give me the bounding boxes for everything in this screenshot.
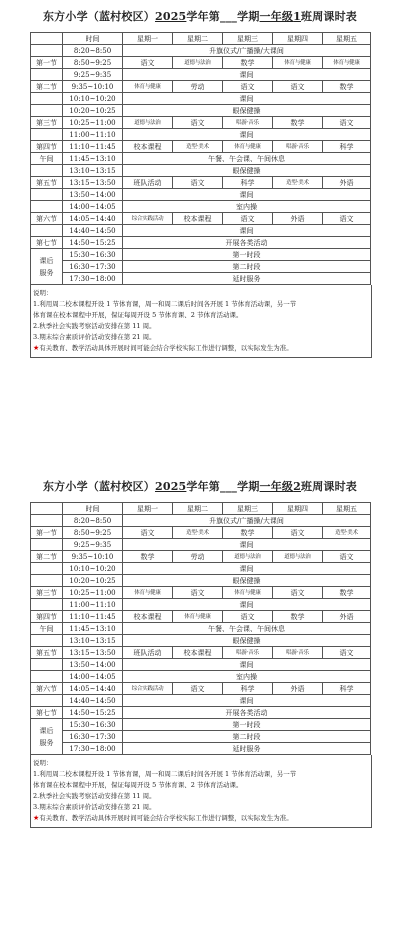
- header-cell: 星期一: [123, 33, 173, 45]
- period-cell: 第七节: [31, 707, 63, 719]
- time-cell: 8:50~9:25: [63, 527, 123, 539]
- subject-cell: 外语: [323, 611, 371, 623]
- after-school-label-line: 服务: [39, 738, 54, 747]
- table-row: [31, 671, 371, 683]
- time-cell: 10:10~10:20: [63, 563, 123, 575]
- time-cell: 13:10~13:15: [63, 165, 123, 177]
- title-prefix: 东方小学（蓝村校区）: [42, 10, 155, 23]
- header-row: [31, 503, 371, 515]
- table-row: [31, 683, 371, 695]
- note-line: [33, 310, 371, 321]
- table-row: [31, 611, 371, 623]
- table-row: [31, 707, 371, 719]
- table-row: [31, 117, 371, 129]
- table-row: [31, 515, 371, 527]
- title-class: 2: [293, 480, 301, 493]
- span-activity-cell: 课间: [123, 563, 371, 575]
- after-school-label-line: 服务: [39, 268, 54, 277]
- table-row: [31, 563, 371, 575]
- subject-cell: 语文: [323, 117, 371, 129]
- table-row: [31, 261, 371, 273]
- table-row: [31, 237, 371, 249]
- subject-cell: 语文: [323, 647, 371, 659]
- table-row: [31, 731, 371, 743]
- subject-cell: 语文: [273, 81, 323, 93]
- subject-cell: 校本课程: [173, 647, 223, 659]
- span-activity-cell: 课间: [123, 659, 371, 671]
- note-text: 1.利用周二校本课程开设 1 节体育课，周一和周二课后时间各开展 1 节体育活动课，另一节: [33, 770, 297, 778]
- span-activity-cell: 课间: [123, 93, 371, 105]
- subject-cell: 语文: [173, 117, 223, 129]
- table-row: [31, 129, 371, 141]
- table-row: [31, 635, 371, 647]
- note-text: 体育课在校本课程中开展，保证每周开设 5 节体育课、2 节体育活动课。: [33, 781, 243, 789]
- period-cell: [31, 69, 63, 81]
- time-cell: 14:40~14:50: [63, 695, 123, 707]
- header-cell: 星期三: [223, 33, 273, 45]
- subject-cell: 数学: [323, 587, 371, 599]
- note-line: [33, 299, 371, 310]
- note-text: 有关教育、教学活动具体开展时间可能会结合学校实际工作进行调整，以实际发生为准。: [39, 344, 293, 352]
- subject-cell: 语文: [273, 587, 323, 599]
- table-row: [31, 539, 371, 551]
- subject-cell: 数学: [223, 527, 273, 539]
- note-line: [33, 813, 371, 824]
- subject-cell: 唱游·音乐: [273, 647, 323, 659]
- span-activity-cell: 升旗仪式/广播操/大课间: [123, 45, 371, 57]
- subject-cell: 体育与健康: [123, 81, 173, 93]
- time-cell: 8:50~9:25: [63, 57, 123, 69]
- subject-cell: 道德与法治: [273, 551, 323, 563]
- period-cell: 第二节: [31, 551, 63, 563]
- table-row: [31, 599, 371, 611]
- time-cell: 11:45~13:10: [63, 153, 123, 165]
- timetable-sheet-class-1: [30, 2, 370, 358]
- table-row: [31, 81, 371, 93]
- note-text: 2.秋季社会实践考察活动安排在第 11 周。: [33, 322, 156, 330]
- time-cell: 13:15~13:50: [63, 647, 123, 659]
- period-cell: 第四节: [31, 611, 63, 623]
- title-mid: 学年第: [186, 10, 221, 23]
- period-cell: [31, 695, 63, 707]
- subject-cell: 校本课程: [173, 213, 223, 225]
- header-cell: 星期二: [173, 503, 223, 515]
- table-row: [31, 105, 371, 117]
- subject-cell: 综合实践活动: [123, 213, 173, 225]
- span-activity-cell: 室内操: [123, 671, 371, 683]
- time-cell: 14:40~14:50: [63, 225, 123, 237]
- time-cell: 13:50~14:00: [63, 659, 123, 671]
- subject-cell: 造型·美术: [173, 141, 223, 153]
- header-cell: [31, 503, 63, 515]
- red-star-icon: ★: [33, 814, 40, 822]
- note-text: 3.期末综合素质评价活动安排在第 21 周。: [33, 333, 156, 341]
- subject-cell: 语文: [223, 213, 273, 225]
- time-cell: 11:45~13:10: [63, 623, 123, 635]
- time-cell: 10:25~11:00: [63, 117, 123, 129]
- subject-cell: 体育与健康: [323, 57, 371, 69]
- note-line: [33, 288, 371, 299]
- period-cell: 第七节: [31, 237, 63, 249]
- period-cell: [31, 563, 63, 575]
- period-cell: [31, 575, 63, 587]
- span-activity-cell: 第二时段: [123, 731, 371, 743]
- span-activity-cell: 开展各类活动: [123, 707, 371, 719]
- period-cell: 第三节: [31, 587, 63, 599]
- subject-cell: 外语: [273, 213, 323, 225]
- time-cell: 14:50~15:25: [63, 707, 123, 719]
- span-activity-cell: 延时服务: [123, 743, 371, 755]
- time-cell: 14:05~14:40: [63, 683, 123, 695]
- after-school-label: [31, 249, 63, 285]
- subject-cell: 校本课程: [123, 141, 173, 153]
- time-cell: 13:10~13:15: [63, 635, 123, 647]
- title-prefix: 东方小学（蓝村校区）: [42, 480, 155, 493]
- header-cell: 星期五: [323, 503, 371, 515]
- table-row: [31, 45, 371, 57]
- subject-cell: 科学: [223, 683, 273, 695]
- span-activity-cell: 课间: [123, 129, 371, 141]
- span-activity-cell: 第一时段: [123, 249, 371, 261]
- notes-box: [30, 755, 372, 828]
- table-row: [31, 695, 371, 707]
- period-cell: 第三节: [31, 117, 63, 129]
- time-cell: 17:30~18:00: [63, 273, 123, 285]
- time-cell: 17:30~18:00: [63, 743, 123, 755]
- title-grade: 一年级: [259, 480, 294, 493]
- subject-cell: 道德与法治: [173, 57, 223, 69]
- header-cell: 星期四: [273, 33, 323, 45]
- time-cell: 10:10~10:20: [63, 93, 123, 105]
- period-cell: 第六节: [31, 683, 63, 695]
- table-row: [31, 225, 371, 237]
- table-row: [31, 189, 371, 201]
- span-activity-cell: 课间: [123, 225, 371, 237]
- time-cell: 14:00~14:05: [63, 671, 123, 683]
- subject-cell: 外语: [323, 177, 371, 189]
- period-cell: [31, 599, 63, 611]
- span-activity-cell: 课间: [123, 539, 371, 551]
- period-cell: [31, 635, 63, 647]
- title-mid: 学年第: [186, 480, 221, 493]
- table-row: [31, 69, 371, 81]
- subject-cell: 数学: [223, 57, 273, 69]
- note-line: [33, 758, 371, 769]
- title-suffix: 班周课时表: [301, 10, 357, 23]
- subject-cell: 语文: [273, 527, 323, 539]
- subject-cell: 科学: [323, 683, 371, 695]
- table-row: [31, 527, 371, 539]
- subject-cell: 校本课程: [123, 611, 173, 623]
- subject-cell: 体育与健康: [173, 611, 223, 623]
- subject-cell: 语文: [173, 587, 223, 599]
- time-cell: 9:25~9:35: [63, 69, 123, 81]
- after-school-label: [31, 719, 63, 755]
- span-activity-cell: 眼保健操: [123, 635, 371, 647]
- table-row: [31, 177, 371, 189]
- table-row: [31, 719, 371, 731]
- header-cell: 星期四: [273, 503, 323, 515]
- span-activity-cell: 课间: [123, 189, 371, 201]
- title-blank: ___: [220, 10, 238, 23]
- subject-cell: 造型·美术: [273, 177, 323, 189]
- period-cell: [31, 201, 63, 213]
- after-school-label-line: 课后: [39, 726, 54, 735]
- time-cell: 10:25~11:00: [63, 587, 123, 599]
- span-activity-cell: 眼保健操: [123, 575, 371, 587]
- note-line: [33, 802, 371, 813]
- table-row: [31, 587, 371, 599]
- note-line: [33, 343, 371, 354]
- span-activity-cell: 第一时段: [123, 719, 371, 731]
- table-row: [31, 57, 371, 69]
- span-activity-cell: 第二时段: [123, 261, 371, 273]
- period-cell: [31, 189, 63, 201]
- span-activity-cell: 课间: [123, 599, 371, 611]
- period-cell: [31, 225, 63, 237]
- period-cell: [31, 105, 63, 117]
- time-cell: 15:30~16:30: [63, 249, 123, 261]
- period-cell: 第一节: [31, 527, 63, 539]
- note-line: [33, 321, 371, 332]
- period-cell: [31, 515, 63, 527]
- time-cell: 11:10~11:45: [63, 611, 123, 623]
- period-cell: 第六节: [31, 213, 63, 225]
- subject-cell: 劳动: [173, 81, 223, 93]
- period-cell: 第五节: [31, 647, 63, 659]
- period-cell: 第五节: [31, 177, 63, 189]
- time-cell: 16:30~17:30: [63, 261, 123, 273]
- sheet-title: [30, 472, 370, 502]
- subject-cell: 班队活动: [123, 177, 173, 189]
- period-cell: [31, 45, 63, 57]
- header-cell: 时间: [63, 503, 123, 515]
- table-row: [31, 213, 371, 225]
- title-year: 2025: [154, 10, 187, 23]
- note-line: [33, 780, 371, 791]
- title-blank: ___: [220, 480, 238, 493]
- span-activity-cell: 室内操: [123, 201, 371, 213]
- period-cell: [31, 93, 63, 105]
- subject-cell: 语文: [173, 683, 223, 695]
- period-cell: [31, 659, 63, 671]
- span-activity-cell: 午餐、午会课、午间休息: [123, 623, 371, 635]
- span-activity-cell: 延时服务: [123, 273, 371, 285]
- time-cell: 14:00~14:05: [63, 201, 123, 213]
- time-cell: 14:05~14:40: [63, 213, 123, 225]
- subject-cell: 唱游·音乐: [223, 647, 273, 659]
- table-row: [31, 659, 371, 671]
- time-cell: 16:30~17:30: [63, 731, 123, 743]
- subject-cell: 科学: [323, 141, 371, 153]
- span-activity-cell: 开展各类活动: [123, 237, 371, 249]
- period-cell: [31, 165, 63, 177]
- period-cell: 午间: [31, 153, 63, 165]
- time-cell: 10:20~10:25: [63, 575, 123, 587]
- header-cell: [31, 33, 63, 45]
- subject-cell: 班队活动: [123, 647, 173, 659]
- time-cell: 15:30~16:30: [63, 719, 123, 731]
- span-activity-cell: 眼保健操: [123, 105, 371, 117]
- time-cell: 8:20~8:50: [63, 515, 123, 527]
- red-star-icon: ★: [33, 344, 40, 352]
- subject-cell: 造型·美术: [323, 527, 371, 539]
- span-activity-cell: 升旗仪式/广播操/大课间: [123, 515, 371, 527]
- subject-cell: 数学: [273, 611, 323, 623]
- subject-cell: 语文: [323, 551, 371, 563]
- subject-cell: 语文: [173, 177, 223, 189]
- subject-cell: 道德与法治: [123, 117, 173, 129]
- table-row: [31, 141, 371, 153]
- note-text: 说明：: [33, 759, 53, 767]
- timetable-sheet-class-2: [30, 472, 370, 828]
- note-line: [33, 769, 371, 780]
- table-row: [31, 153, 371, 165]
- note-text: 2.秋季社会实践考察活动安排在第 11 周。: [33, 792, 156, 800]
- time-cell: 10:20~10:25: [63, 105, 123, 117]
- subject-cell: 语文: [323, 213, 371, 225]
- subject-cell: 数学: [323, 81, 371, 93]
- time-cell: 8:20~8:50: [63, 45, 123, 57]
- time-cell: 13:50~14:00: [63, 189, 123, 201]
- period-cell: 第二节: [31, 81, 63, 93]
- table-row: [31, 273, 371, 285]
- period-cell: [31, 539, 63, 551]
- subject-cell: 语文: [223, 611, 273, 623]
- period-cell: 午间: [31, 623, 63, 635]
- table-row: [31, 623, 371, 635]
- subject-cell: 外语: [273, 683, 323, 695]
- subject-cell: 体育与健康: [223, 587, 273, 599]
- time-cell: 14:50~15:25: [63, 237, 123, 249]
- note-text: 说明：: [33, 289, 53, 297]
- table-row: [31, 551, 371, 563]
- subject-cell: 科学: [223, 177, 273, 189]
- time-cell: 11:00~11:10: [63, 599, 123, 611]
- time-cell: 13:15~13:50: [63, 177, 123, 189]
- span-activity-cell: 眼保健操: [123, 165, 371, 177]
- header-cell: 时间: [63, 33, 123, 45]
- period-cell: 第四节: [31, 141, 63, 153]
- header-cell: 星期三: [223, 503, 273, 515]
- sheet-title: [30, 2, 370, 32]
- time-cell: 11:00~11:10: [63, 129, 123, 141]
- note-text: 有关教育、教学活动具体开展时间可能会结合学校实际工作进行调整，以实际发生为准。: [39, 814, 293, 822]
- header-row: [31, 33, 371, 45]
- time-cell: 9:35~10:10: [63, 551, 123, 563]
- subject-cell: 唱游·音乐: [273, 141, 323, 153]
- after-school-label-line: 课后: [39, 256, 54, 265]
- table-row: [31, 575, 371, 587]
- title-year: 2025: [154, 480, 187, 493]
- table-row: [31, 647, 371, 659]
- timetable: [30, 32, 371, 285]
- table-row: [31, 165, 371, 177]
- subject-cell: 数学: [273, 117, 323, 129]
- period-cell: 第一节: [31, 57, 63, 69]
- subject-cell: 体育与健康: [273, 57, 323, 69]
- subject-cell: 造型·美术: [173, 527, 223, 539]
- span-activity-cell: 课间: [123, 695, 371, 707]
- table-row: [31, 201, 371, 213]
- title-grade: 一年级: [259, 10, 294, 23]
- table-row: [31, 93, 371, 105]
- note-text: 3.期末综合素质评价活动安排在第 21 周。: [33, 803, 156, 811]
- subject-cell: 语文: [123, 527, 173, 539]
- note-text: 体育课在校本课程中开展，保证每周开设 5 节体育课、2 节体育活动课。: [33, 311, 243, 319]
- time-cell: 9:25~9:35: [63, 539, 123, 551]
- title-suffix: 班周课时表: [301, 480, 357, 493]
- title-term: 学期: [237, 10, 260, 23]
- subject-cell: 唱游·音乐: [223, 117, 273, 129]
- header-cell: 星期五: [323, 33, 371, 45]
- period-cell: [31, 671, 63, 683]
- table-row: [31, 249, 371, 261]
- span-activity-cell: 午餐、午会课、午间休息: [123, 153, 371, 165]
- note-text: 1.利用周二校本课程开设 1 节体育课，周一和周二课后时间各开展 1 节体育活动课，另一节: [33, 300, 297, 308]
- span-activity-cell: 课间: [123, 69, 371, 81]
- subject-cell: 体育与健康: [223, 141, 273, 153]
- title-term: 学期: [237, 480, 260, 493]
- period-cell: [31, 129, 63, 141]
- time-cell: 9:35~10:10: [63, 81, 123, 93]
- header-cell: 星期二: [173, 33, 223, 45]
- subject-cell: 语文: [223, 81, 273, 93]
- time-cell: 11:10~11:45: [63, 141, 123, 153]
- subject-cell: 劳动: [173, 551, 223, 563]
- header-cell: 星期一: [123, 503, 173, 515]
- subject-cell: 语文: [123, 57, 173, 69]
- timetable: [30, 502, 371, 755]
- subject-cell: 综合实践活动: [123, 683, 173, 695]
- table-row: [31, 743, 371, 755]
- notes-box: [30, 285, 372, 358]
- note-line: [33, 332, 371, 343]
- subject-cell: 道德与法治: [223, 551, 273, 563]
- subject-cell: 体育与健康: [123, 587, 173, 599]
- subject-cell: 数学: [123, 551, 173, 563]
- title-class: 1: [293, 10, 301, 23]
- note-line: [33, 791, 371, 802]
